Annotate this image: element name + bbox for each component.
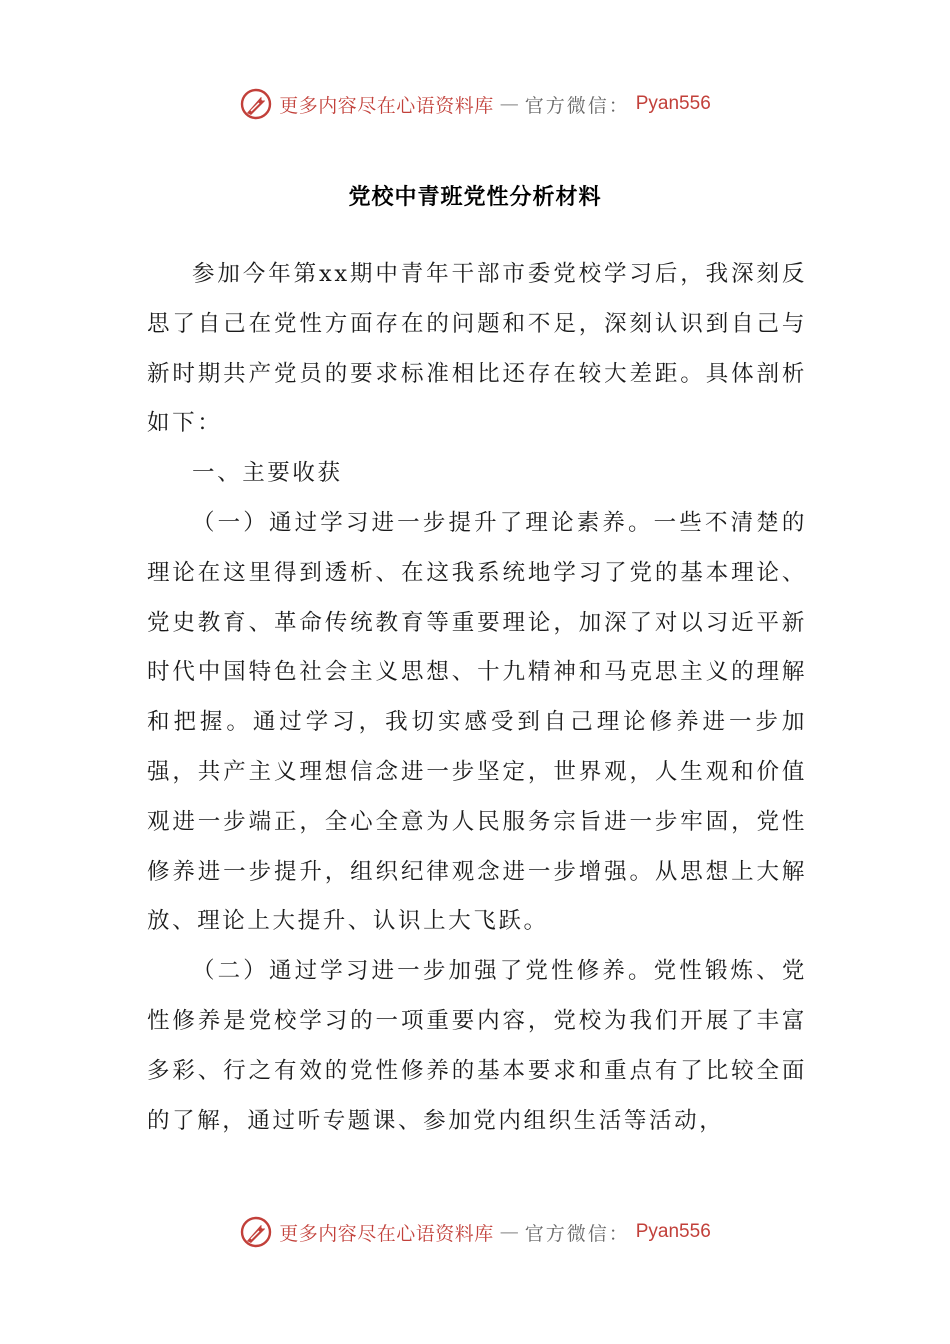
section-heading: 一、主要收获	[192, 460, 343, 487]
document-body	[147, 250, 807, 1146]
document-title: 党校中青班党性分析材料	[348, 184, 602, 210]
intro-paragraph: 参加今年第xx期中青年干部市委党校学习后，我深刻反思了自己在党性方面存在的问题和不足，深刻认识到自己与新时期共产党员的要求标准相比还存在较大差距。具体剖析如下：	[147, 261, 807, 437]
header-watermark	[0, 84, 950, 124]
watermark-wechat-id: Pyan556	[635, 1221, 711, 1242]
pen-nib-logo-icon	[239, 87, 273, 121]
watermark-wechat-id: Pyan556	[635, 93, 711, 114]
watermark-separator: —	[499, 1221, 519, 1243]
watermark-brand-text: 更多内容尽在心语资料库	[279, 94, 494, 117]
footer-watermark	[0, 1212, 950, 1252]
watermark-wechat-label: 官方微信：	[524, 94, 630, 117]
watermark-brand-text: 更多内容尽在心语资料库	[279, 1222, 494, 1245]
watermark-wechat-label: 官方微信：	[524, 1222, 630, 1245]
body-paragraph: （一）通过学习进一步提升了理论素养。一些不清楚的理论在这里得到透析、在这我系统地学习了党的基本理论、党史教育、革命传统教育等重要理论，加深了对以习近平新时代中国特色社会主义思想、十九精神和马克思主义的理解和把握。通过学习，我切实感受到自己理论修养进一步加强，共产主义理想信念进一步坚定，世界观，人生观和价值观进一步端正，全心全意为人民服务宗旨进一步牢固，党性修养进一步提升，组织纪律观念进一步增强。从思想上大解放、理论上大提升、认识上大飞跃。	[147, 509, 807, 935]
body-paragraph: （二）通过学习进一步加强了党性修养。党性锻炼、党性修养是党校学习的一项重要内容，党校为我们开展了丰富多彩、行之有效的党性修养的基本要求和重点有了比较全面的了解，通过听专题课、参加党内组织生活等活动，	[147, 958, 807, 1134]
watermark-separator: —	[499, 93, 519, 115]
pen-nib-logo-icon	[239, 1215, 273, 1249]
